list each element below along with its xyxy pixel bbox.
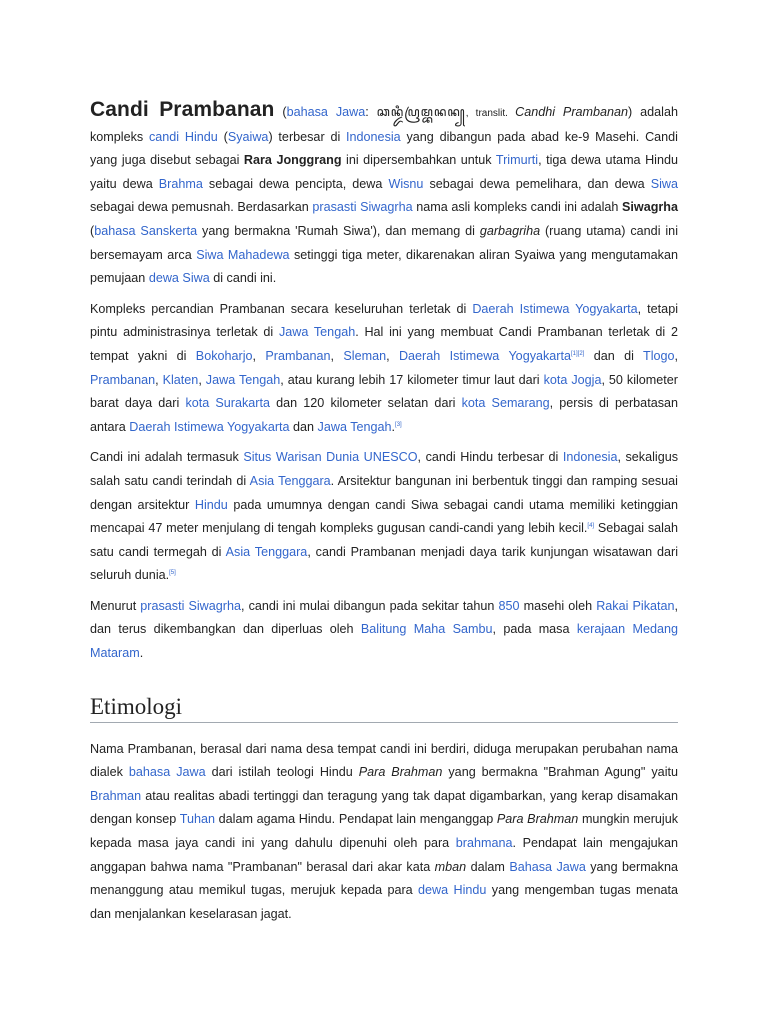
link-rakai-pikatan[interactable]: Rakai Pikatan [596,598,675,613]
link-prasasti-siwagrha[interactable]: prasasti Siwagrha [312,200,413,215]
text: , [252,348,266,363]
link-daerah-istimewa-yogyakarta[interactable]: Daerah Istimewa Yogyakarta [472,301,638,316]
link-situs-warisan-dunia[interactable]: Situs Warisan Dunia [243,450,360,465]
link-candi-hindu[interactable]: candi Hindu [149,129,218,144]
link-trimurti[interactable]: Trimurti [495,153,539,168]
link-850[interactable]: 850 [498,598,520,613]
link-prambanan[interactable]: Prambanan [90,372,156,387]
text: , [330,348,344,363]
link-asia-tenggara[interactable]: Asia Tenggara [249,473,331,488]
text: ) terbesar di [268,129,347,144]
bold-siwagrha: Siwagrha [622,200,679,215]
text: (ruang utama) candi ini bersemayam arca [90,223,678,262]
section-heading-etimologi: Etimologi [90,693,678,723]
translit-value: Candhi Prambanan [515,105,629,119]
bold-rara-jonggrang: Rara Jonggrang [243,153,342,168]
text: ( [274,105,287,119]
heritage-paragraph [90,446,678,588]
link-dewa-siwa[interactable]: dewa Siwa [148,271,210,286]
text: pada umumnya dengan candi Siwa sebagai candi utama memiliki ketinggian mencapai 47 meter menjulang di tengah kompleks gugusan candi-candi yang lebih kecil. [90,497,679,536]
text: yang bermakna menanggung atau memikul tugas, merujuk kepada para [90,859,678,898]
text: Kompleks percandian Prambanan secara keseluruhan terletak di [90,301,473,316]
link-indonesia[interactable]: Indonesia [562,450,618,465]
italic-para-brahman: Para Brahman [496,812,579,827]
text: , atau kurang lebih 17 kilometer timur laut dari [280,372,544,387]
article-body [90,98,678,926]
text: sebagai dewa pemelihara, dan dewa [423,176,651,191]
text: mungkin merujuk kepada masa jaya candi ini yang dahulu dipenuhi oleh para [90,812,679,851]
history-paragraph [90,595,678,666]
text: ( [90,223,95,238]
text: Nama Prambanan, berasal dari nama desa tempat candi ini berdiri, diduga merupakan perubahan nama dialek [90,741,678,780]
text: di candi ini. [209,271,277,286]
link-bahasa-jawa[interactable]: bahasa Jawa [286,105,366,119]
italic-mban: mban [434,859,467,874]
link-hindu[interactable]: Hindu [194,497,228,512]
text: yang bermakna "Brahman Agung" yaitu [442,765,678,780]
link-brahman[interactable]: Brahman [90,788,142,803]
text: : [365,105,377,119]
link-siwa-mahadewa[interactable]: Siwa Mahadewa [196,247,290,262]
text: ( [217,129,228,144]
link-wisnu[interactable]: Wisnu [388,176,424,191]
text: . Hal ini yang membuat Candi Prambanan terletak di 2 tempat yakni di [90,325,678,363]
text: dan 120 kilometer selatan dari [270,396,462,411]
text: nama asli kompleks candi ini adalah [412,200,623,215]
link-bahasa-jawa[interactable]: Bahasa Jawa [509,859,586,874]
link-indonesia[interactable]: Indonesia [346,129,401,144]
citation-ref[interactable]: [3] [395,421,402,428]
translit-label: , translit. [465,108,516,119]
link-prasasti-siwagrha[interactable]: prasasti Siwagrha [140,598,241,613]
javanese-script: ꦕꦤ꧀ꦢꦶꦥꦿꦩ꧀ꦧꦤꦤ꧀ [376,105,466,119]
text: , dan terus dikembangkan dan diperluas oleh [90,598,678,637]
citation-ref[interactable]: [1][2] [571,350,585,357]
link-bokoharjo[interactable]: Bokoharjo [195,348,253,363]
link-unesco[interactable]: UNESCO [363,450,418,465]
citation-ref[interactable]: [5] [169,570,176,577]
text: yang bermakna 'Rumah Siwa'), dan memang di [197,223,480,238]
text: atau realitas abadi tertinggi dan teragung yang tak dapat digambarkan, yang kerap disamakan dengan konsep [90,788,678,827]
article-title: Candi Prambanan [90,98,275,121]
text: . [391,419,396,434]
text: sebagai dewa pencipta, dewa [202,176,389,191]
text: yang mengemban tugas menata dan menjalankan keselarasan jagat. [90,883,678,921]
text: , sekaligus salah satu candi terindah di [90,450,679,488]
text: dari istilah teologi Hindu [205,765,359,780]
text: , [674,348,679,363]
link-sleman[interactable]: Sleman [343,348,387,363]
text: Candi ini adalah termasuk [90,450,244,465]
link-daerah-istimewa-yogyakarta[interactable]: Daerah Istimewa Yogyakarta [398,348,571,363]
text: dan di [584,348,644,363]
link-jawa-tengah[interactable]: Jawa Tengah [317,419,392,434]
text: . Arsitektur bangunan ini berbentuk tinggi dan ramping sesuai dengan arsitektur [90,473,678,512]
text: sebagai dewa pemusnah. Berdasarkan [90,200,313,215]
text: , [386,348,399,363]
text: , [198,372,206,387]
text: , candi Hindu terbesar di [417,450,563,465]
text: , 50 kilometer barat daya dari [90,372,678,411]
text: ini dipersembahkan untuk [341,153,496,168]
italic-para-brahman: Para Brahman [358,765,443,780]
text: . Pendapat lain mengajukan anggapan bahwa nama "Prambanan" berasal dari akar kata [90,836,678,874]
link-klaten[interactable]: Klaten [162,372,199,387]
italic-garbagriha: garbagriha [479,223,541,238]
text: dalam [466,859,510,874]
etymology-paragraph [90,738,678,927]
text: yang dibangun pada abad ke-9 Masehi. Candi yang juga disebut sebagai [90,129,678,168]
text: , tetapi pintu administrasinya terletak di [90,301,678,340]
text: dan [289,419,318,434]
link-kerajaan-medang-mataram[interactable]: kerajaan Medang Mataram [90,622,678,661]
citation-ref[interactable]: [4] [587,523,595,530]
link-daerah-istimewa-yogyakarta[interactable]: Daerah Istimewa Yogyakarta [129,419,290,434]
text: Sebagai salah satu candi termegah di [90,521,678,559]
link-siwa[interactable]: Siwa [650,176,679,191]
text: Menurut [90,598,141,613]
text: adalah kompleks [90,105,678,144]
text: , persis di perbatasan antara [90,396,678,434]
text: , pada masa [492,622,577,637]
link-tlogo[interactable]: Tlogo [643,348,675,363]
link-kota-semarang[interactable]: kota Semarang [461,396,550,411]
text: . [139,646,144,661]
link-bahasa-sanskerta[interactable]: bahasa Sanskerta [94,223,198,238]
text: , candi Prambanan menjadi daya tarik kunjungan wisatawan dari seluruh dunia. [90,544,679,583]
text: , [155,372,163,387]
link-brahmana[interactable]: brahmana [455,836,513,851]
link-prambanan[interactable]: Prambanan [265,348,331,363]
link-syaiwa[interactable]: Syaiwa [227,129,269,144]
link-bahasa-jawa[interactable]: bahasa Jawa [128,765,206,780]
link-tuhan[interactable]: Tuhan [179,812,215,827]
link-dewa-hindu[interactable]: dewa Hindu [418,883,487,898]
text: dalam agama Hindu. Pendapat lain menganggap [214,812,497,827]
intro-paragraph [90,98,678,291]
text: masehi oleh [519,598,597,613]
link-asia-tenggara[interactable]: Asia Tenggara [225,544,308,559]
location-paragraph [90,298,678,440]
link-brahma[interactable]: Brahma [158,176,203,191]
text: setinggi tiga meter, dikarenakan aliran Syaiwa yang mengutamakan pemujaan [90,247,678,286]
link-balitung-maha-sambu[interactable]: Balitung Maha Sambu [360,622,493,637]
text: , tiga dewa utama Hindu yaitu dewa [90,153,678,191]
link-jawa-tengah[interactable]: Jawa Tengah [278,325,356,340]
link-kota-jogja[interactable]: kota Jogja [543,372,602,387]
text: ) [628,105,633,119]
link-kota-surakarta[interactable]: kota Surakarta [185,396,270,411]
link-jawa-tengah[interactable]: Jawa Tengah [205,372,281,387]
text: , candi ini mulai dibangun pada sekitar tahun [241,598,499,613]
